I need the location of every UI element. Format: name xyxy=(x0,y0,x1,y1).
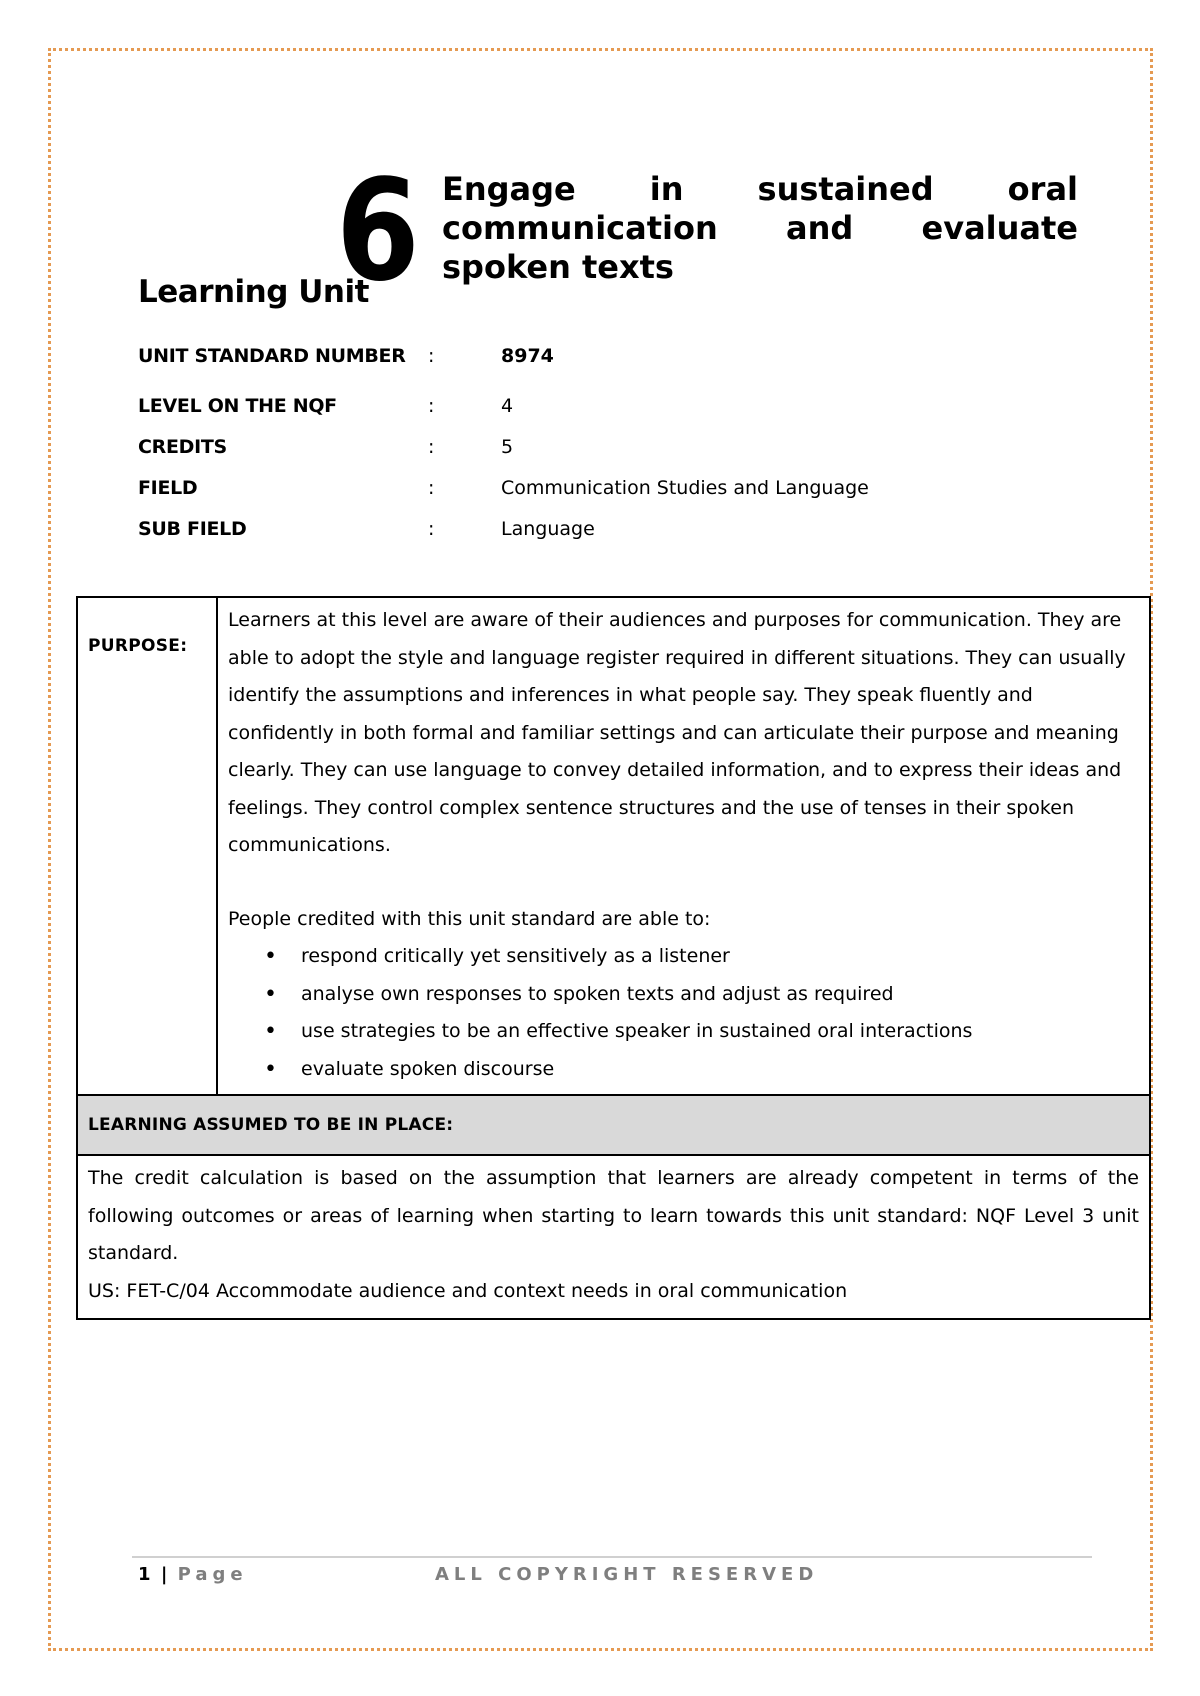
meta-colon: : xyxy=(428,477,435,499)
learning-assumed-body xyxy=(78,1156,1149,1318)
meta-colon: : xyxy=(428,395,435,417)
list-item: • analyse own responses to spoken texts and adjust as required xyxy=(228,976,1139,1014)
meta-label: SUB FIELD xyxy=(138,518,247,540)
meta-label: CREDITS xyxy=(138,436,227,458)
footer-divider xyxy=(132,1556,1092,1558)
unit-standard-reference: US: FET-C/04 Accommodate audience and context needs in oral communication xyxy=(88,1279,848,1302)
meta-row-unit-standard xyxy=(138,345,1038,395)
purpose-body xyxy=(218,598,1149,1094)
meta-value: Language xyxy=(501,518,595,540)
meta-colon: : xyxy=(428,345,435,367)
meta-colon: : xyxy=(428,436,435,458)
meta-row-level xyxy=(138,395,1038,436)
purpose-paragraph: Learners at this level are aware of their audiences and purposes for communication. They are able to adopt the style and language register required in different situations. They can usually identify the assumptions and inferences in what people say. They speak fluently and confidently in both formal and familiar settings and can articulate their purpose and meaning clearly. They can use language to convey detailed information, and to express their ideas and feelings. They control complex sentence structures and the use of tenses in their spoken communications. xyxy=(228,609,1126,856)
learning-unit-heading xyxy=(138,150,1078,320)
page-separator: | xyxy=(160,1564,168,1585)
page-footer xyxy=(138,1564,248,1585)
learning-unit-number: 6 xyxy=(336,150,420,313)
meta-label: UNIT STANDARD NUMBER xyxy=(138,345,406,367)
meta-value: Communication Studies and Language xyxy=(501,477,869,499)
meta-row-sub-field xyxy=(138,518,1038,559)
learning-assumed-paragraph: The credit calculation is based on the assumption that learners are already competent in terms of the following outcomes or areas of learning when starting to learn towards this unit standard: NQF Level 3 unit standard. xyxy=(88,1167,1139,1264)
list-item: • use strategies to be an effective speaker in sustained oral interactions xyxy=(228,1013,1139,1051)
outcomes-intro: People credited with this unit standard are able to: xyxy=(228,907,711,930)
page-number: 1 xyxy=(138,1564,151,1585)
meta-row-credits xyxy=(138,436,1038,477)
list-item: • respond critically yet sensitively as a listener xyxy=(228,938,1139,976)
copyright-notice: ALL COPYRIGHT RESERVED xyxy=(435,1564,819,1585)
meta-label: LEVEL ON THE NQF xyxy=(138,395,337,417)
meta-value: 8974 xyxy=(501,345,554,367)
outcomes-list xyxy=(228,938,1139,1088)
learning-unit-label: Learning Unit xyxy=(138,274,369,310)
unit-title: Engage in sustained oral communication and evaluate spoken texts xyxy=(442,170,1078,286)
meta-value: 4 xyxy=(501,395,514,417)
meta-colon: : xyxy=(428,518,435,540)
purpose-label: PURPOSE: xyxy=(78,598,218,1094)
meta-label: FIELD xyxy=(138,477,198,499)
meta-row-field xyxy=(138,477,1038,518)
unit-details-table xyxy=(76,596,1151,1320)
page-word: Page xyxy=(177,1564,248,1585)
list-item: • evaluate spoken discourse xyxy=(228,1051,1139,1089)
learning-assumed-header: LEARNING ASSUMED TO BE IN PLACE: xyxy=(78,1096,1149,1156)
unit-metadata xyxy=(138,345,1038,559)
purpose-row xyxy=(78,598,1149,1096)
meta-value: 5 xyxy=(501,436,514,458)
